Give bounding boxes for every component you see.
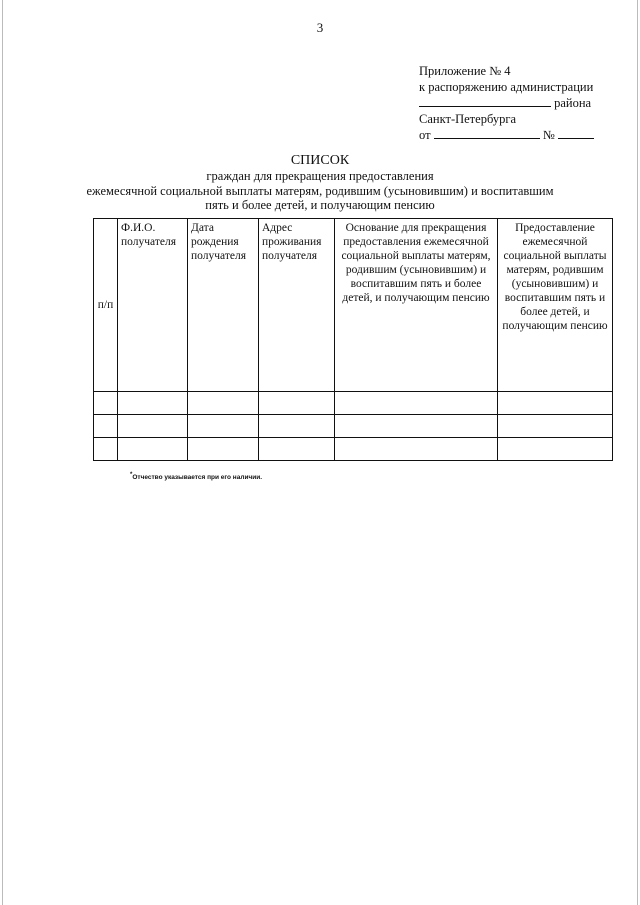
district-blank [419, 95, 551, 107]
header-number: п/п [94, 219, 118, 392]
appendix-title: Приложение № 4 [419, 64, 511, 78]
header-termination-basis: Основание для прекращения предоставления ежемесячной социальной выплаты матерям, родившим (усыновившим) и воспитавшим пять и более детей, и получающим пенсию [335, 219, 498, 392]
appendix-date-line [419, 127, 619, 144]
footnote-text: Отчество указывается при его наличии. [132, 474, 263, 482]
table-cell [118, 438, 188, 461]
table-cell [188, 438, 259, 461]
table-cell [259, 438, 335, 461]
table-row [94, 438, 613, 461]
table-row [94, 392, 613, 415]
number-label: № [542, 128, 555, 142]
title-line-1: граждан для прекращения предоставления [206, 169, 434, 183]
table-row [94, 415, 613, 438]
table-cell [259, 392, 335, 415]
table-cell [498, 438, 613, 461]
scan-edge-right [637, 0, 638, 905]
header-payment-provision: Предоставление ежемесячной социальной выплаты матерям, родившим (усыновившим) и воспитавшим пять и более детей, и получающим пенсию [498, 219, 613, 392]
number-blank [558, 127, 594, 139]
appendix-city: Санкт-Петербурга [419, 111, 517, 126]
appendix-block [419, 64, 619, 144]
table-cell [498, 392, 613, 415]
appendix-reference: к распоряжению администрации [419, 79, 594, 94]
table-cell [94, 438, 118, 461]
citizens-table [93, 218, 613, 461]
table-cell [498, 415, 613, 438]
page-number: 3 [316, 20, 324, 35]
table-cell [188, 392, 259, 415]
table-cell [118, 392, 188, 415]
header-birth-date: Дата рождения получателя [188, 219, 259, 392]
scan-edge-left [2, 0, 3, 905]
table-cell [94, 415, 118, 438]
table-cell [94, 392, 118, 415]
date-label: от [419, 128, 431, 142]
title-heading: СПИСОК [290, 153, 350, 168]
table-cell [335, 392, 498, 415]
table-cell [188, 415, 259, 438]
date-blank [434, 127, 540, 139]
header-full-name: Ф.И.О. получателя [118, 219, 188, 392]
table-cell [335, 415, 498, 438]
footnote [130, 472, 262, 481]
table-cell [259, 415, 335, 438]
title-line-2: ежемесячной социальной выплаты матерям, родившим (усыновившим) и воспитавшим [86, 183, 554, 198]
appendix-district-line [419, 95, 619, 112]
document-title [60, 152, 580, 213]
table-cell [118, 415, 188, 438]
footnote-marker: * [130, 472, 133, 478]
table-cell [335, 438, 498, 461]
district-suffix: района [554, 96, 592, 110]
title-line-3: пять и более детей, и получающим пенсию [205, 198, 435, 212]
table-header-row [94, 219, 613, 392]
header-address: Адрес проживания получателя [259, 219, 335, 392]
